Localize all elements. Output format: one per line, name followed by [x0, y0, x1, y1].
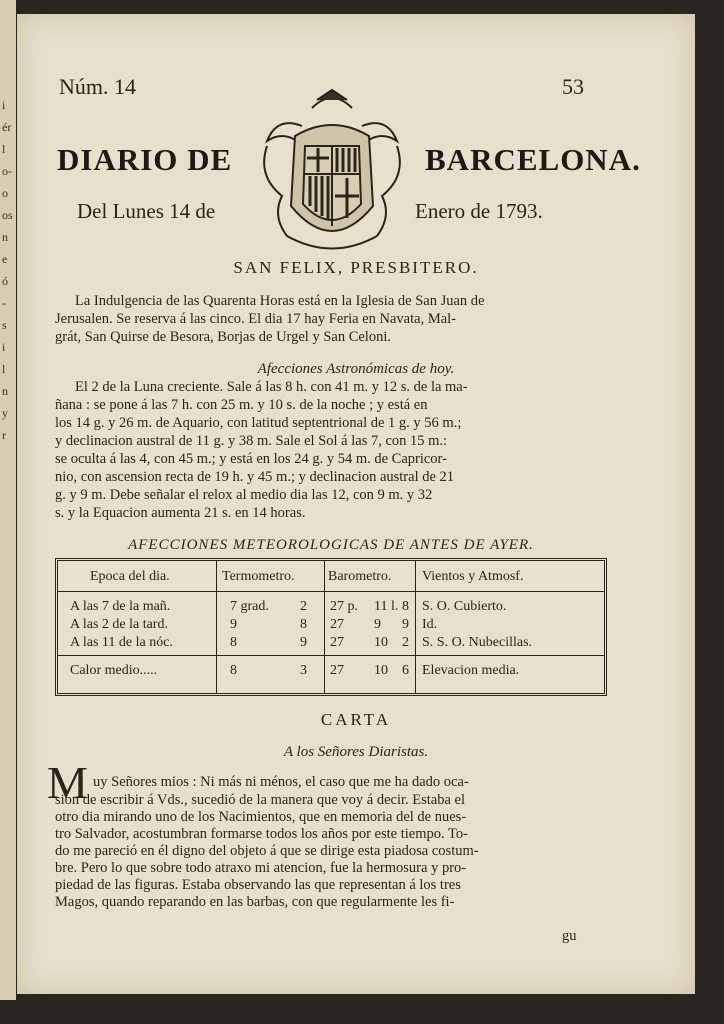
- margin-char: o: [2, 186, 8, 200]
- indulgence-line-2: Jerusalen. Se reserva á las cinco. El dia 17 hay Feria en Navata, Mal-: [55, 311, 457, 327]
- meteo-table: [55, 537, 607, 696]
- col-header-wind: Vientos y Atmosf.: [422, 569, 524, 584]
- indulgence-line-1: La Indulgencia de las Quarenta Horas está en la Iglesia de San Juan de: [75, 293, 485, 309]
- meteo-title: AFECCIONES METEOROLOGICAS DE ANTES DE AYER.: [128, 537, 534, 553]
- meteo-avg-epoch: Calor medio.....: [70, 663, 158, 678]
- margin-char: s: [2, 318, 7, 332]
- meteo-row-t1: 7 grad.: [230, 599, 269, 614]
- carta-line: bre. Pero lo que sobre todo atraxo mi atencion, fue la hermosura y pro-: [55, 860, 467, 876]
- meteo-avg-t2: 3: [300, 663, 307, 678]
- margin-char: l: [2, 362, 6, 376]
- carta-line: piedad de las figuras. Estaba observando las que representan á los tres: [55, 877, 461, 893]
- meteo-row-wind: S. S. O. Nubecillas.: [422, 635, 533, 650]
- astro-line: los 14 g. y 26 m. de Aquario, con latitud septentrional de 1 g. y 56 m.;: [55, 415, 462, 431]
- col-header-epoch: Epoca del dia.: [90, 569, 170, 584]
- margin-char: n: [2, 230, 8, 244]
- saint-of-day: SAN FELIX, PRESBITERO.: [233, 258, 479, 277]
- margin-char: -: [2, 296, 6, 310]
- margin-char: e: [2, 252, 8, 266]
- date-right: Enero de 1793.: [415, 199, 543, 223]
- date-left: Del Lunes 14 de: [77, 199, 216, 223]
- meteo-row-b3: 9: [402, 617, 409, 632]
- meteo-avg-t1: 8: [230, 663, 237, 678]
- carta-subtitle: A los Señores Diaristas.: [283, 744, 429, 760]
- astro-line: s. y la Equacion aumenta 21 s. en 14 horas.: [55, 505, 306, 521]
- margin-char: n: [2, 384, 8, 398]
- meteo-row-b1: 27: [330, 635, 344, 650]
- col-header-baro: Barometro.: [328, 569, 392, 584]
- astro-line: ñana : se pone á las 7 h. con 25 m. y 10 s. de la noche ; y está en: [55, 397, 428, 413]
- meteo-row-t2: 8: [300, 617, 307, 632]
- astro-line: nio, con ascension recta de 19 h. y 45 m.; y declinacion austral de 21: [55, 469, 455, 485]
- carta-line: otro dia mirando uno de los Nacimientos, que en memoria del de nues-: [55, 809, 467, 825]
- margin-char: y: [2, 406, 8, 420]
- meteo-row-b1: 27: [330, 617, 344, 632]
- meteo-row-b2: 10: [374, 635, 388, 650]
- margin-char: o-: [2, 164, 12, 178]
- meteo-avg-b1: 27: [330, 663, 344, 678]
- meteo-row-b3: 8: [402, 599, 409, 614]
- meteo-row-b2: 11 l.: [374, 599, 399, 614]
- carta-line: do me pareció en él digno del objeto á que se dirige esta piadosa costum-: [55, 843, 479, 859]
- meteo-row-t2: 2: [300, 599, 307, 614]
- barcelona-coat-of-arms-icon: [257, 86, 407, 254]
- margin-char: ér: [2, 120, 12, 134]
- carta-first-line: uy Señores mios : Ni más ni ménos, el caso que me ha dado oca-: [93, 774, 469, 790]
- title-left: DIARIO DE: [57, 142, 233, 177]
- col-header-thermo: Termometro.: [222, 569, 295, 584]
- carta-title: CARTA: [320, 710, 392, 729]
- margin-char: ó: [2, 274, 8, 288]
- meteo-avg-b2: 10: [374, 663, 388, 678]
- issue-number: Núm. 14: [59, 74, 136, 99]
- carta-line: Magos, quando reparando en las barbas, con que regularmente les fi-: [55, 894, 455, 910]
- astro-title: Afecciones Astronómicas de hoy.: [257, 361, 455, 377]
- meteo-row-b3: 2: [402, 635, 409, 650]
- margin-char: r: [2, 428, 6, 442]
- catchword: gu: [562, 928, 577, 944]
- meteo-row-epoch: A las 7 de la mañ.: [70, 599, 171, 614]
- astro-line: y declinacion austral de 11 g. y 38 m. Sale el Sol á las 7, con 15 m.:: [55, 433, 448, 449]
- carta-line: sion de escribir á Vds., sucedió de la manera que voy á decir. Estaba el: [55, 792, 466, 808]
- meteo-row-b1: 27 p.: [330, 599, 358, 614]
- meteo-row-b2: 9: [374, 617, 381, 632]
- meteo-row-wind: S. O. Cubierto.: [422, 599, 507, 614]
- margin-char: os: [2, 208, 13, 222]
- meteo-avg-b3: 6: [402, 663, 409, 678]
- margin-char: i: [2, 98, 6, 112]
- meteo-row-epoch: A las 2 de la tard.: [70, 617, 168, 632]
- meteo-avg-wind: Elevacion media.: [422, 663, 520, 678]
- margin-char: l: [2, 142, 6, 156]
- astro-line: se oculta á las 4, con 45 m.; y está en los 24 g. y 54 m. de Capricor-: [55, 451, 447, 467]
- title-right: BARCELONA.: [425, 142, 641, 177]
- meteo-row-t2: 9: [300, 635, 307, 650]
- carta-line: tro Salvador, acostumbran formarse todos los años por este tiempo. To-: [55, 826, 468, 842]
- astro-line: El 2 de la Luna creciente. Sale á las 8 h. con 41 m. y 12 s. de la ma-: [75, 379, 468, 395]
- meteo-row-wind: Id.: [422, 617, 438, 632]
- meteo-row-t1: 9: [230, 617, 237, 632]
- indulgence-line-3: grát, San Quirse de Besora, Borjas de Urgel y San Celoni.: [55, 329, 391, 345]
- page-number: 53: [562, 74, 584, 99]
- meteo-row-epoch: A las 11 de la nóc.: [70, 635, 173, 650]
- adjacent-page-edge: [0, 0, 16, 1000]
- dropcap: M: [47, 757, 88, 808]
- newspaper-page: [17, 14, 695, 994]
- meteo-row-t1: 8: [230, 635, 237, 650]
- astro-line: g. y 9 m. Debe señalar el relox al medio dia las 12, con 9 m. y 32: [55, 487, 433, 503]
- margin-char: i: [2, 340, 6, 354]
